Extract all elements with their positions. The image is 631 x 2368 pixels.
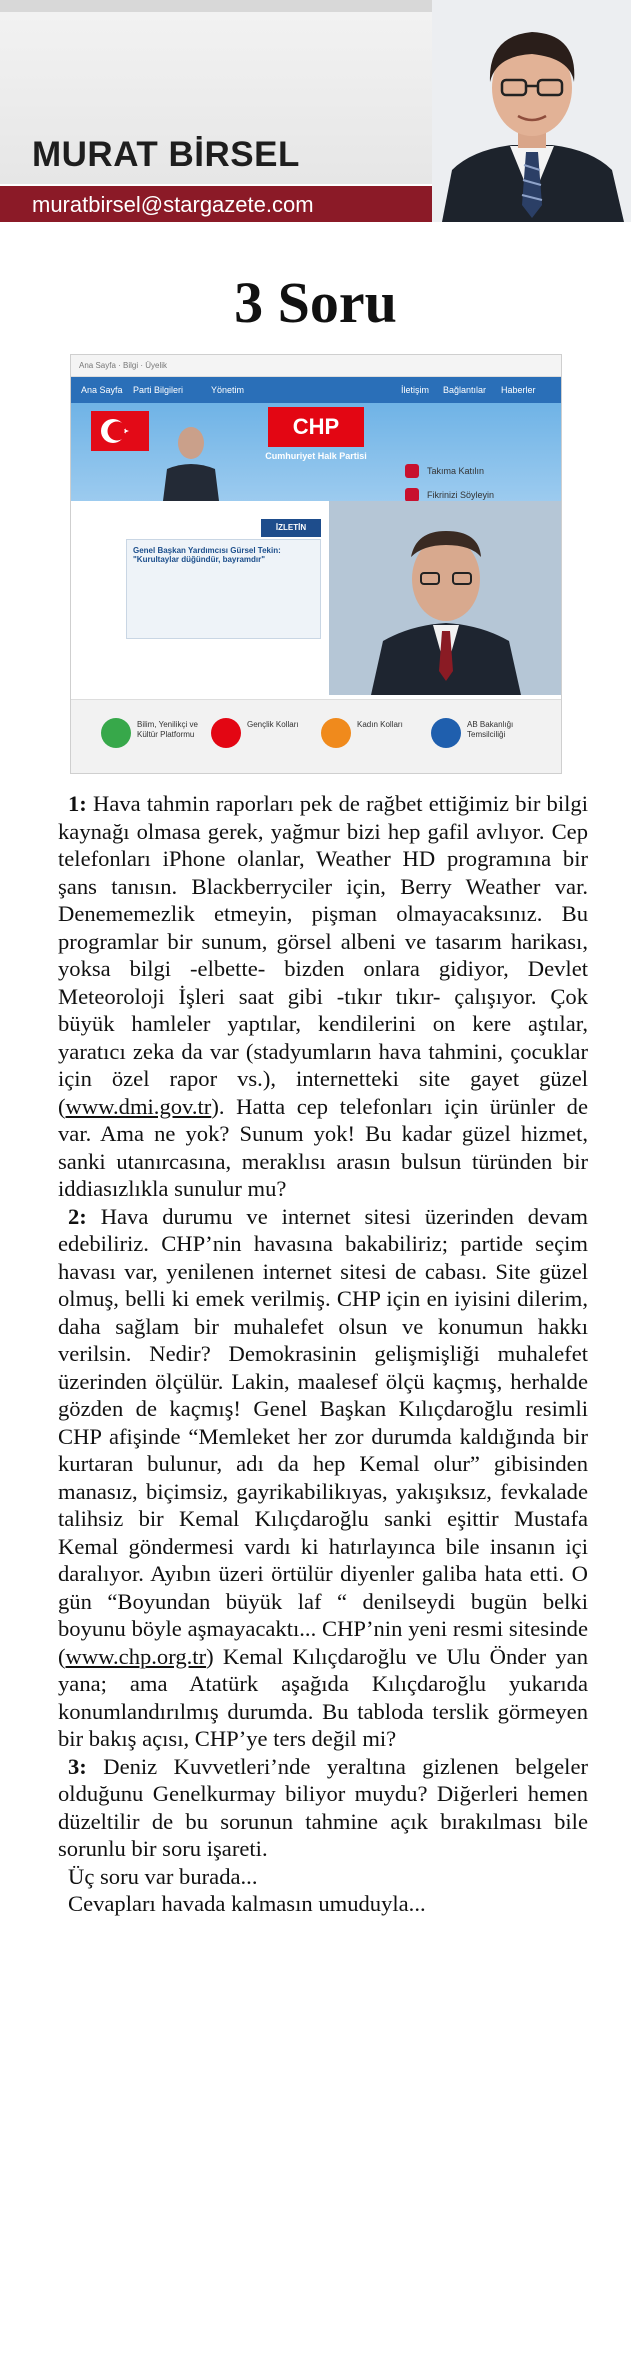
screenshot-footer-item: Kadın Kolları [321, 714, 421, 754]
article-paragraph: 3: Deniz Kuvvetleri’nde yeraltına gizlenen belgeler olduğunu Genelkurmay biliyor muydu? Diğerleri hemen düzeltilir de bu sorunun tahmine açık bırakılması bile sorunlu bir soru işareti. [58, 1753, 588, 1861]
article-paragraph: 2: Hava durumu ve internet sitesi üzerinden devam edebiliriz. CHP’nin havasına bakabiliriz; partide seçim havası var, yenilenen internet sitesi de cabası. Site güzel olmuş, belli ki emek verilmiş. CHP için en iyisini dilerim, daha sağlam bir muhalefet olsun ve konumun hakkı verilsin. Nedir? Demokrasinin gelişmişliği muhalefet üzerinden ölçülür. Lakin, maalesef ölçü kaçmış, herhalde gözden de kaçmış! Genel Başkan Kılıçdaroğlu resimli CHP afişinde “Memleket her zor durumda kaldığında bir kurtaran bulunur, adı da hep Kemal olur” gibisinden manasız, biçimsiz, gayrikabilikıyas, yakışıksız, fevkalade talihsiz bir Kemal Kılıçdaroğlu sanki eşittir Mustafa Kemal göndermesi vardı ki hatırlayınca bile insanın içi daralıyor. Ayıbın üzeri örtülür diyenler galiba hata etti. O gün “Boyundan büyük laf “ denilseydi bugün belki boyunu böyle aşmayacaktı... CHP’nin yeni resmi sitesinde (www.chp.org.tr) Kemal Kılıçdaroğlu ve Ulu Önder yan yana; ama Atatürk aşağıda Kılıçdaroğlu yukarıda konumlandırılmış durumda. Bu tabloda terslik görmeyen bir bakış açısı, CHP’ye ters değil mi? [58, 1203, 588, 1751]
screenshot-nav-item: İletişim [401, 385, 430, 395]
screenshot-nav-item: Ana Sayfa [81, 385, 123, 395]
article-paragraph: Üç soru var burada... [68, 1863, 258, 1889]
screenshot-news-subtitle: "Kurultaylar düğündür, bayramdır" [133, 555, 266, 564]
screenshot-menu-item: Takıma Katılın [401, 459, 551, 483]
chp-website-screenshot [70, 354, 562, 774]
question-number: 3: [68, 1753, 87, 1779]
screenshot-nav-item: Haberler [501, 385, 536, 395]
question-number: 2: [68, 1203, 87, 1229]
screenshot-footer [71, 699, 561, 774]
screenshot-nav-item: Bağlantılar [443, 385, 487, 395]
chp-link[interactable]: www.chp.org.tr [65, 1643, 207, 1669]
article-paragraph: 1: Hava tahmin raporları pek de rağbet ettiğimiz bir bilgi kaynağı olmasa gerek, yağmur bizi hep gafil avlıyor. Cep telefonları iPhone olanlar, Weather HD programına bir şans tanısın. Blackberryciler için, Berry Weather var. Denememezlik etmeyin, pişman olmayacaksınız. Bu programlar bir sunum, görsel albeni ve tasarım harikası, yoksa bilgi -elbette- bizden onlara gidiyor, Devlet Meteoroloji İşleri saat gibi -tıkır tıkır- çalışıyor. Çok büyük hamleler yaptılar, kendilerini on kere aştılar, yaratıcı zeka da var (stadyumların hava tahmini, çocuklar için özel rapor vs.), internetteki site gayet güzel (www.dmi.gov.tr). Hatta cep telefonları için ürünler de var. Ama ne yok? Sunum yok! Bu kadar güzel hizmet, sanki utanırcasına, meraklısı arasın bulsun türünden bir iddiasızlıkla sunulur mu? [58, 791, 588, 1201]
author-name: MURAT BİRSEL [32, 135, 300, 174]
author-photo [432, 0, 631, 222]
screenshot-video-label: İZLETİN [261, 519, 321, 537]
screenshot-nav-item: Parti Bilgileri [133, 385, 184, 395]
article-title: 3 Soru [234, 270, 397, 335]
author-email[interactable]: muratbirsel@stargazete.com [32, 192, 314, 217]
screenshot-nav [71, 377, 561, 403]
platform-icon [101, 718, 131, 748]
screenshot-body [71, 501, 561, 695]
chp-logo: CHP [268, 407, 364, 447]
screenshot-footer-item: Bilim, Yenilikçi ve Kültür Platformu [101, 714, 201, 754]
youth-icon [211, 718, 241, 748]
screenshot-nav-item: Yönetim [211, 385, 245, 395]
screenshot-hero [71, 403, 561, 501]
politician-photo-icon [71, 501, 561, 695]
article-body [58, 790, 588, 1918]
dmi-link[interactable]: www.dmi.gov.tr [65, 1093, 212, 1119]
question-number: 1: [68, 791, 87, 816]
screenshot-menu-item: Fikrinizi Söyleyin [401, 483, 551, 507]
women-icon [321, 718, 351, 748]
screenshot-address-bar: Ana Sayfa · Bilgi · Üyelik [71, 355, 561, 377]
header-top-strip [0, 0, 432, 12]
article-paragraph: Cevapları havada kalmasın umuduyla... [68, 1891, 426, 1916]
screenshot-footer-item: Gençlik Kolları [211, 714, 311, 754]
screenshot-footer-item: AB Bakanlığı Temsilciliği [431, 714, 531, 754]
eu-icon [431, 718, 461, 748]
screenshot-news-title: Genel Başkan Yardımcısı Gürsel Tekin: [133, 546, 281, 555]
chp-logo-subtitle: Cumhuriyet Halk Partisi [265, 451, 367, 461]
author-portrait-icon [432, 0, 631, 222]
